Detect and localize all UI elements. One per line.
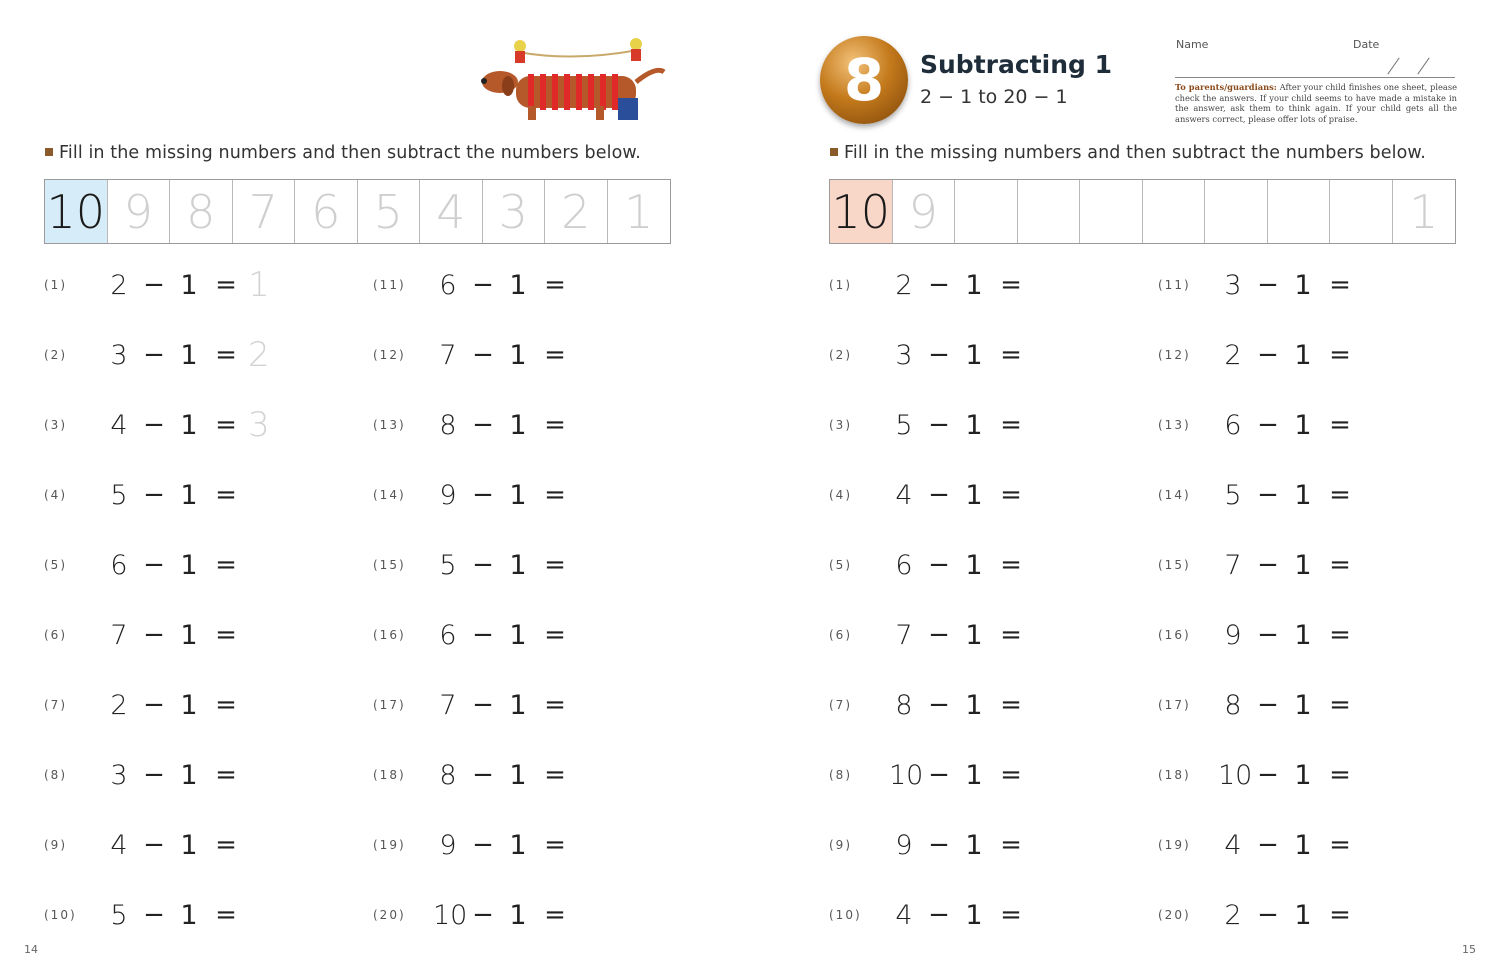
minus-sign: − — [472, 620, 494, 650]
equals-sign: = — [544, 480, 566, 510]
problem-number: (18) — [1158, 768, 1191, 782]
subtrahend: 1 — [180, 619, 198, 651]
subtrahend: 1 — [180, 899, 198, 931]
problem-number: (6) — [829, 628, 852, 642]
minuend: 4 — [110, 829, 128, 861]
minuend: 7 — [110, 619, 128, 651]
minus-sign: − — [928, 900, 950, 930]
minuend: 6 — [895, 549, 913, 581]
problem-row — [829, 545, 1069, 585]
problem-row — [829, 685, 1069, 725]
minus-sign: − — [928, 480, 950, 510]
problem-number: (17) — [373, 698, 406, 712]
subtrahend: 1 — [509, 409, 527, 441]
equals-sign: = — [1329, 620, 1351, 650]
problem-number: (1) — [829, 278, 852, 292]
minus-sign: − — [472, 830, 494, 860]
subtrahend: 1 — [1294, 829, 1312, 861]
problem-number: (12) — [1158, 348, 1191, 362]
problem-row — [829, 895, 1069, 935]
problem-row — [44, 755, 284, 795]
problem-number: (5) — [829, 558, 852, 572]
problem-row — [829, 335, 1069, 375]
minuend: 4 — [895, 479, 913, 511]
equals-sign: = — [1329, 480, 1351, 510]
subtrahend: 1 — [509, 829, 527, 861]
minuend: 2 — [1224, 339, 1242, 371]
problem-number: (20) — [1158, 908, 1191, 922]
problem-row — [44, 475, 284, 515]
problem-number: (6) — [44, 628, 67, 642]
problem-row — [1158, 475, 1398, 515]
equals-sign: = — [1329, 900, 1351, 930]
minus-sign: − — [472, 690, 494, 720]
minuend: 4 — [895, 899, 913, 931]
minuend: 8 — [439, 409, 457, 441]
problem-row — [373, 545, 613, 585]
minuend: 5 — [1224, 479, 1242, 511]
minuend: 7 — [439, 689, 457, 721]
number-strip-cell: 5 — [358, 180, 421, 243]
minus-sign: − — [143, 760, 165, 790]
subtrahend: 1 — [180, 339, 198, 371]
problem-number: (12) — [373, 348, 406, 362]
minus-sign: − — [143, 340, 165, 370]
subtrahend: 1 — [1294, 619, 1312, 651]
problem-row — [1158, 755, 1398, 795]
minus-sign: − — [472, 480, 494, 510]
problem-number: (14) — [373, 488, 406, 502]
problem-number: (13) — [373, 418, 406, 432]
equals-sign: = — [1000, 340, 1022, 370]
subtrahend: 1 — [180, 829, 198, 861]
equals-sign: = — [215, 690, 237, 720]
problem-row — [829, 825, 1069, 865]
subtrahend: 1 — [965, 549, 983, 581]
problem-row — [373, 335, 613, 375]
minus-sign: − — [1257, 480, 1279, 510]
equals-sign: = — [1000, 550, 1022, 580]
subtrahend: 1 — [965, 829, 983, 861]
minuend: 3 — [1224, 269, 1242, 301]
subtrahend: 1 — [1294, 689, 1312, 721]
problem-row — [373, 825, 613, 865]
subtrahend: 1 — [180, 689, 198, 721]
minus-sign: − — [143, 690, 165, 720]
minuend: 9 — [439, 829, 457, 861]
equals-sign: = — [1329, 550, 1351, 580]
problem-number: (16) — [1158, 628, 1191, 642]
name-label: Name — [1176, 38, 1209, 51]
minuend: 7 — [439, 339, 457, 371]
problem-number: (5) — [44, 558, 67, 572]
equals-sign: = — [544, 760, 566, 790]
minuend: 10 — [1218, 759, 1253, 791]
equals-sign: = — [1000, 900, 1022, 930]
minuend: 10 — [889, 759, 924, 791]
number-strip-cell: 9 — [108, 180, 171, 243]
equals-sign: = — [1329, 340, 1351, 370]
number-strip-cell: 4 — [420, 180, 483, 243]
subtrahend: 1 — [509, 549, 527, 581]
equals-sign: = — [1329, 760, 1351, 790]
parents-label: To parents/guardians: — [1175, 82, 1277, 92]
minus-sign: − — [928, 550, 950, 580]
equals-sign: = — [215, 550, 237, 580]
minuend: 5 — [895, 409, 913, 441]
minuend: 9 — [1224, 619, 1242, 651]
equals-sign: = — [544, 900, 566, 930]
problem-number: (13) — [1158, 418, 1191, 432]
number-strip-cell: 3 — [483, 180, 546, 243]
problem-row — [1158, 265, 1398, 305]
problem-number: (11) — [373, 278, 406, 292]
equals-sign: = — [215, 620, 237, 650]
equals-sign: = — [1000, 620, 1022, 650]
minuend: 7 — [895, 619, 913, 651]
subtrahend: 1 — [509, 269, 527, 301]
minuend: 5 — [110, 899, 128, 931]
subtrahend: 1 — [965, 269, 983, 301]
equals-sign: = — [215, 760, 237, 790]
problem-row — [829, 405, 1069, 445]
minuend: 5 — [439, 549, 457, 581]
subtrahend: 1 — [965, 689, 983, 721]
problem-number: (8) — [829, 768, 852, 782]
minuend: 6 — [110, 549, 128, 581]
minus-sign: − — [1257, 270, 1279, 300]
problem-row — [373, 755, 613, 795]
number-strip-cell: 2 — [545, 180, 608, 243]
number-strip-cell: 6 — [295, 180, 358, 243]
problem-row — [373, 265, 613, 305]
minuend: 2 — [110, 689, 128, 721]
number-strip-cell: 1 — [624, 184, 654, 239]
parents-text: After your child finishes one sheet, please check the answers. If your child seems to have made a mistake in the answer, ask them to think again. If your child gets all the answers correct, please offer lots of praise. — [1175, 82, 1457, 124]
minus-sign: − — [1257, 900, 1279, 930]
problem-number: (10) — [44, 908, 77, 922]
answer-field[interactable]: 1 — [248, 265, 270, 305]
equals-sign: = — [1329, 410, 1351, 440]
equals-sign: = — [1000, 690, 1022, 720]
minuend: 8 — [439, 759, 457, 791]
equals-sign: = — [215, 830, 237, 860]
subtrahend: 1 — [180, 269, 198, 301]
minus-sign: − — [1257, 830, 1279, 860]
minuend: 7 — [1224, 549, 1242, 581]
problem-row — [44, 335, 284, 375]
minus-sign: − — [143, 830, 165, 860]
problem-number: (2) — [829, 348, 852, 362]
problem-number: (19) — [1158, 838, 1191, 852]
problem-number: (4) — [44, 488, 67, 502]
problem-row — [373, 615, 613, 655]
problem-row — [44, 615, 284, 655]
minuend: 4 — [110, 409, 128, 441]
minus-sign: − — [143, 480, 165, 510]
minus-sign: − — [143, 270, 165, 300]
equals-sign: = — [544, 550, 566, 580]
number-strip-cell: 9 — [893, 180, 956, 243]
minus-sign: − — [143, 550, 165, 580]
subtrahend: 1 — [1294, 899, 1312, 931]
problem-row — [1158, 545, 1398, 585]
minus-sign: − — [472, 410, 494, 440]
number-strip-cell: 1 — [1409, 184, 1439, 239]
minuend: 6 — [1224, 409, 1242, 441]
lesson-number-badge: 8 — [820, 36, 908, 124]
page-number: 14 — [24, 943, 38, 956]
equals-sign: = — [1000, 270, 1022, 300]
minus-sign: − — [1257, 550, 1279, 580]
problem-number: (15) — [1158, 558, 1191, 572]
equals-sign: = — [544, 340, 566, 370]
subtrahend: 1 — [965, 759, 983, 791]
minus-sign: − — [1257, 410, 1279, 440]
problem-row — [1158, 335, 1398, 375]
equals-sign: = — [544, 410, 566, 440]
minuend: 2 — [110, 269, 128, 301]
problem-row — [44, 685, 284, 725]
problem-number: (18) — [373, 768, 406, 782]
minuend: 3 — [110, 339, 128, 371]
problem-row — [1158, 405, 1398, 445]
problem-row — [1158, 685, 1398, 725]
subtrahend: 1 — [1294, 759, 1312, 791]
problem-row — [373, 895, 613, 935]
minuend: 8 — [895, 689, 913, 721]
problem-number: (9) — [829, 838, 852, 852]
problem-number: (14) — [1158, 488, 1191, 502]
instruction-text: Fill in the missing numbers and then subtract the numbers below. — [830, 143, 1426, 163]
minuend: 6 — [439, 269, 457, 301]
minus-sign: − — [928, 830, 950, 860]
subtrahend: 1 — [509, 759, 527, 791]
equals-sign: = — [215, 480, 237, 510]
minus-sign: − — [472, 900, 494, 930]
answer-field[interactable]: 3 — [248, 405, 270, 445]
equals-sign: = — [1329, 270, 1351, 300]
minuend: 2 — [1224, 899, 1242, 931]
problem-number: (17) — [1158, 698, 1191, 712]
problem-row — [1158, 895, 1398, 935]
problem-number: (15) — [373, 558, 406, 572]
subtrahend: 1 — [1294, 479, 1312, 511]
equals-sign: = — [544, 620, 566, 650]
minuend: 8 — [1224, 689, 1242, 721]
problem-row — [44, 405, 284, 445]
date-label: Date — [1353, 38, 1380, 51]
problem-number: (7) — [44, 698, 67, 712]
minuend: 3 — [110, 759, 128, 791]
problem-number: (9) — [44, 838, 67, 852]
problem-row — [1158, 825, 1398, 865]
problem-row — [1158, 615, 1398, 655]
problem-number: (10) — [829, 908, 862, 922]
minus-sign: − — [472, 760, 494, 790]
page-subtitle: 2 − 1 to 20 − 1 — [920, 86, 1068, 108]
subtrahend: 1 — [965, 479, 983, 511]
subtrahend: 1 — [965, 409, 983, 441]
equals-sign: = — [544, 270, 566, 300]
minus-sign: − — [143, 900, 165, 930]
minus-sign: − — [1257, 340, 1279, 370]
problem-list — [750, 0, 1500, 980]
subtrahend: 1 — [965, 899, 983, 931]
number-strip-cell: 8 — [170, 180, 233, 243]
minuend: 3 — [895, 339, 913, 371]
minus-sign: − — [928, 410, 950, 440]
subtrahend: 1 — [1294, 549, 1312, 581]
instruction-text: Fill in the missing numbers and then subtract the numbers below. — [45, 143, 641, 163]
subtrahend: 1 — [509, 899, 527, 931]
number-strip-cell: 7 — [233, 180, 296, 243]
problem-number: (4) — [829, 488, 852, 502]
problem-number: (11) — [1158, 278, 1191, 292]
problem-row — [829, 615, 1069, 655]
problem-number: (19) — [373, 838, 406, 852]
subtrahend: 1 — [180, 759, 198, 791]
equals-sign: = — [1000, 760, 1022, 790]
equals-sign: = — [1000, 480, 1022, 510]
equals-sign: = — [544, 690, 566, 720]
subtrahend: 1 — [509, 619, 527, 651]
subtrahend: 1 — [965, 619, 983, 651]
minus-sign: − — [472, 270, 494, 300]
problem-row — [373, 475, 613, 515]
equals-sign: = — [1329, 690, 1351, 720]
minus-sign: − — [928, 620, 950, 650]
problem-number: (2) — [44, 348, 67, 362]
problem-row — [829, 475, 1069, 515]
minuend: 2 — [895, 269, 913, 301]
problem-row — [44, 545, 284, 585]
problem-number: (8) — [44, 768, 67, 782]
subtrahend: 1 — [509, 339, 527, 371]
right-page — [750, 0, 1500, 980]
subtrahend: 1 — [1294, 269, 1312, 301]
minus-sign: − — [472, 340, 494, 370]
minus-sign: − — [1257, 620, 1279, 650]
problem-row — [829, 755, 1069, 795]
number-strip-cell: 10 — [45, 180, 108, 243]
minus-sign: − — [928, 760, 950, 790]
minuend: 10 — [433, 899, 468, 931]
number-strip-cell: 10 — [830, 180, 893, 243]
problem-number: (16) — [373, 628, 406, 642]
page-number: 15 — [1462, 943, 1476, 956]
problem-number: (7) — [829, 698, 852, 712]
problem-number: (1) — [44, 278, 67, 292]
page-title: Subtracting 1 — [920, 50, 1112, 79]
subtrahend: 1 — [509, 689, 527, 721]
minus-sign: − — [143, 410, 165, 440]
subtrahend: 1 — [1294, 409, 1312, 441]
equals-sign: = — [215, 900, 237, 930]
equals-sign: = — [1000, 410, 1022, 440]
minus-sign: − — [472, 550, 494, 580]
equals-sign: = — [1000, 830, 1022, 860]
subtrahend: 1 — [180, 409, 198, 441]
answer-field[interactable]: 2 — [248, 335, 270, 375]
equals-sign: = — [1329, 830, 1351, 860]
problem-row — [44, 895, 284, 935]
subtrahend: 1 — [1294, 339, 1312, 371]
problem-row — [829, 265, 1069, 305]
minus-sign: − — [928, 270, 950, 300]
subtrahend: 1 — [180, 549, 198, 581]
minus-sign: − — [928, 340, 950, 370]
equals-sign: = — [215, 410, 237, 440]
subtrahend: 1 — [180, 479, 198, 511]
problem-number: (20) — [373, 908, 406, 922]
problem-number: (3) — [829, 418, 852, 432]
problem-row — [373, 685, 613, 725]
minuend: 4 — [1224, 829, 1242, 861]
problem-row — [44, 265, 284, 305]
minuend: 9 — [439, 479, 457, 511]
equals-sign: = — [544, 830, 566, 860]
minus-sign: − — [143, 620, 165, 650]
equals-sign: = — [215, 340, 237, 370]
minus-sign: − — [928, 690, 950, 720]
minuend: 9 — [895, 829, 913, 861]
minus-sign: − — [1257, 690, 1279, 720]
subtrahend: 1 — [965, 339, 983, 371]
problem-row — [44, 825, 284, 865]
minuend: 6 — [439, 619, 457, 651]
problem-number: (3) — [44, 418, 67, 432]
problem-row — [373, 405, 613, 445]
subtrahend: 1 — [509, 479, 527, 511]
minus-sign: − — [1257, 760, 1279, 790]
minuend: 5 — [110, 479, 128, 511]
equals-sign: = — [215, 270, 237, 300]
